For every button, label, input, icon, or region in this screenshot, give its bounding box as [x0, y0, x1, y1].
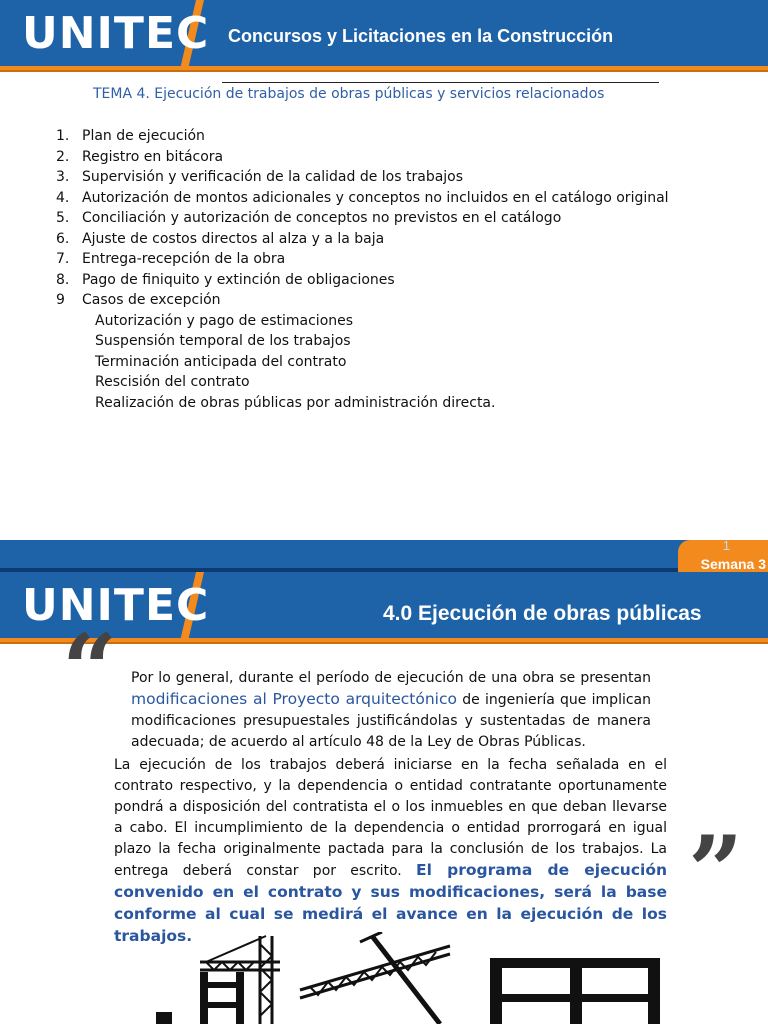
highlight-text: modificaciones al Proyecto arquitectónico — [131, 690, 457, 708]
topic-list — [56, 126, 669, 413]
subtopic-item: Rescisión del contrato — [95, 374, 250, 390]
building-frame-icon — [490, 958, 660, 1024]
topic-text: Entrega-recepción de la obra — [82, 251, 286, 267]
topic-item — [56, 126, 669, 147]
page-number: 1 — [722, 540, 730, 553]
topic-item — [56, 249, 669, 270]
topic-number: 6. — [56, 230, 70, 247]
topic-number: 5. — [56, 210, 70, 226]
topic-text: Ajuste de costos directos al alza y a la baja — [82, 230, 385, 247]
highlight-text: El programa de ejecución convenido en el contrato y sus modificaciones, será la base conforme al cual se medirá el avance en la ejecución de los trabajos. — [114, 861, 668, 945]
topic-text: Pago de finiquito y extinción de obligaciones — [82, 271, 395, 288]
unitec-logo: UNITEC — [22, 8, 210, 59]
topic-item — [56, 229, 669, 250]
header-title: 4.0 Ejecución de obras públicas — [383, 602, 702, 625]
banner-bottom-shadow — [0, 70, 768, 72]
open-quote-icon: “ — [62, 613, 118, 726]
topic-text: Autorización de montos adicionales y conceptos no incluidos en el catálogo original — [82, 189, 669, 206]
topic-item — [56, 147, 669, 168]
topic-number: 1. — [56, 128, 70, 144]
topic-text: Casos de excepción — [82, 292, 221, 308]
topic-text: Plan de ejecución — [82, 128, 205, 144]
header-banner — [0, 0, 768, 72]
crane-icon — [300, 932, 450, 1024]
subtopic-item: Suspensión temporal de los trabajos — [95, 333, 351, 349]
topic-number: 4. — [56, 189, 70, 206]
header-title: Concursos y Licitaciones en la Construcción — [228, 26, 614, 46]
slide-footer-band — [0, 540, 768, 572]
title-rule — [222, 82, 659, 83]
topic-item — [56, 290, 669, 311]
paragraph-intro — [131, 668, 651, 753]
topic-item — [56, 167, 669, 188]
construction-cranes-illustration — [150, 932, 670, 1024]
topic-text: Conciliación y autorización de conceptos no previstos en el catálogo — [82, 210, 562, 226]
paragraph-text: de ingeniería que implican modificaciones presupuestales justificándolas y sustentadas de manera adecuada; de acuerdo al artículo 48 de la Ley de Obras Públicas. — [131, 692, 651, 750]
tema-title: TEMA 4. Ejecución de trabajos de obras públicas y servicios relacionados — [93, 86, 605, 102]
subtopic-item: Realización de obras públicas por administración directa. — [95, 394, 496, 411]
topic-item — [56, 188, 669, 209]
topic-number: 3. — [56, 169, 70, 185]
topic-item — [56, 208, 669, 229]
paragraph-execution — [114, 755, 667, 948]
topic-text: Supervisión y verificación de la calidad de los trabajos — [82, 169, 464, 185]
subtopic-item: Terminación anticipada del contrato — [95, 353, 347, 370]
slide-2 — [0, 572, 768, 1024]
topic-number: 9 — [56, 292, 65, 308]
topic-item — [56, 270, 669, 291]
topic-number: 8. — [56, 271, 70, 288]
week-label: Semana 3 — [700, 556, 766, 572]
close-quote-icon: ” — [688, 815, 744, 928]
paragraph-text: Por lo general, durante el período de ejecución de una obra se presentan — [131, 670, 651, 686]
topic-text: Registro en bitácora — [82, 148, 224, 165]
topic-number: 2. — [56, 148, 70, 165]
building-frame-icon — [156, 972, 244, 1024]
subtopic-item: Autorización y pago de estimaciones — [95, 312, 354, 329]
unitec-logo: UNITEC — [22, 580, 210, 631]
topic-number: 7. — [56, 251, 70, 267]
paragraph-text: La ejecución de los trabajos deberá iniciarse en la fecha señalada en el contrato respectivo, y la dependencia o entidad contratante oportunamente pondrá a disposición del contratista el o los inmuebles en que deban llevarse a cabo. El incumplimiento de la dependencia o entidad prorrogará en igual plazo la fecha originalmente pactada para la conclusión de los trabajos. La entrega deberá constar por escrito. — [114, 757, 667, 879]
